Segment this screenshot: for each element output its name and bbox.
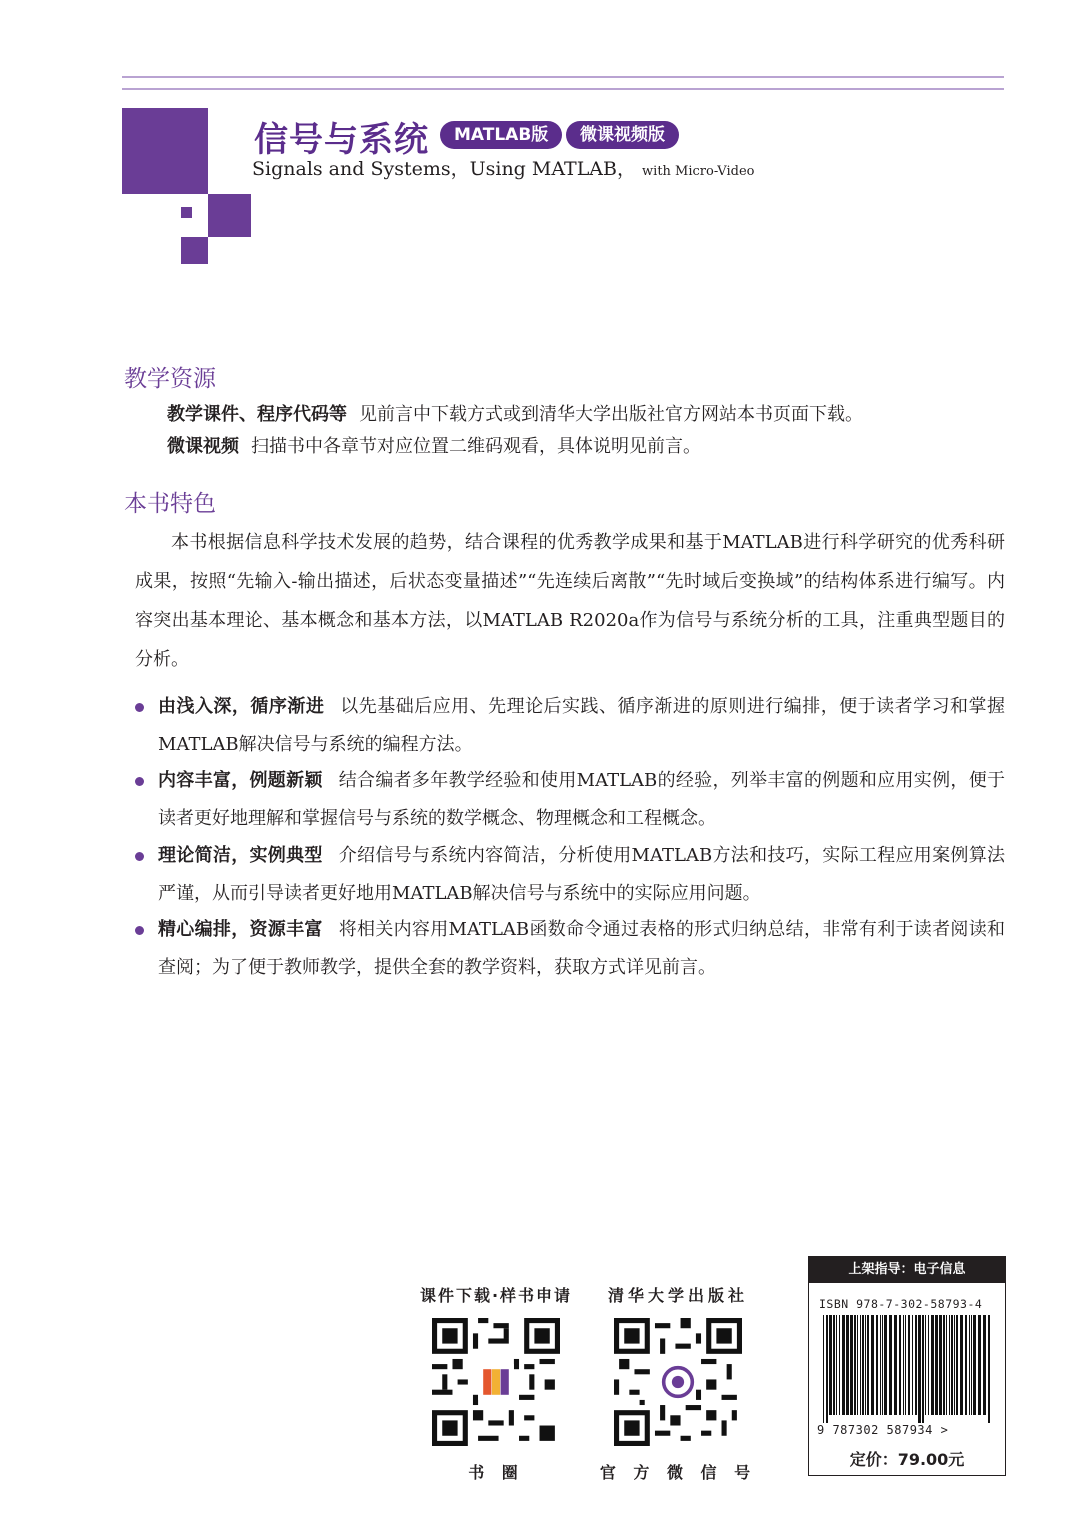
bullet-dot bbox=[135, 852, 144, 861]
barcode-bar bbox=[854, 1315, 856, 1415]
barcode-bar bbox=[943, 1315, 945, 1415]
qr-right-top-label: 清华大学出版社 bbox=[607, 1286, 748, 1305]
feature-label: 内容丰富，例题新颖 bbox=[158, 770, 323, 791]
feature-bullet bbox=[158, 837, 1005, 913]
barcode-bar bbox=[871, 1315, 874, 1415]
subtitle-main: Signals and Systems，Using MATLAB， bbox=[252, 158, 636, 180]
barcode-bar bbox=[880, 1315, 881, 1415]
top-rule-1 bbox=[122, 76, 1004, 78]
barcode-bar bbox=[846, 1315, 849, 1415]
feature-bullet bbox=[158, 762, 1005, 838]
features-intro: 本书根据信息科学技术发展的趋势，结合课程的优秀教学成果和基于MATLAB进行科学研究的优秀科研成果，按照“先输入-输出描述，后状态变量描述”“先连续后离散”“先时域后变换域”的结构体系进行编写。内容突出基本理论、基本概念和基本方法，以MATLAB R2020a作为信号与系统分析的工具，注重典型题目的分析。 bbox=[135, 532, 1005, 670]
barcode-bar bbox=[971, 1315, 972, 1415]
feature-label: 由浅入深，循序渐进 bbox=[158, 696, 325, 717]
qr-code-tsinghua[interactable] bbox=[614, 1318, 742, 1446]
barcode-bar bbox=[876, 1315, 878, 1415]
barcode-bar bbox=[969, 1315, 970, 1415]
resources-heading: 教学资源 bbox=[124, 366, 216, 392]
feature-bullet bbox=[158, 911, 1005, 987]
isbn-text: ISBN 978-7-302-58793-4 bbox=[819, 1297, 983, 1311]
resource-item bbox=[167, 432, 701, 458]
barcode-bar bbox=[903, 1315, 904, 1415]
barcode-bar bbox=[826, 1315, 828, 1423]
resource-item bbox=[167, 400, 863, 426]
barcode-bar bbox=[857, 1315, 858, 1415]
barcode-bar bbox=[912, 1315, 913, 1415]
barcode-bar bbox=[882, 1315, 883, 1415]
qr-left-bottom-label: 书 圈 bbox=[468, 1463, 524, 1482]
barcode-bar bbox=[867, 1315, 869, 1415]
barcode-bar bbox=[925, 1315, 926, 1415]
barcode-bar bbox=[899, 1315, 901, 1415]
barcode-bar bbox=[894, 1315, 897, 1415]
barcode-bar bbox=[836, 1315, 837, 1415]
features-heading: 本书特色 bbox=[124, 491, 216, 517]
bullet-dot bbox=[135, 926, 144, 935]
barcode-bar bbox=[965, 1315, 967, 1415]
resource-label: 教学课件、程序代码等 bbox=[167, 404, 347, 425]
barcode-bar bbox=[915, 1315, 917, 1415]
resource-text: 扫描书中各章节对应位置二维码观看，具体说明见前言。 bbox=[251, 436, 701, 457]
top-rule-2 bbox=[122, 88, 1004, 90]
feature-label: 精心编排，资源丰富 bbox=[158, 919, 323, 940]
feature-label: 理论简洁，实例典型 bbox=[158, 845, 323, 866]
barcode-bar bbox=[862, 1315, 864, 1415]
resource-label: 微课视频 bbox=[167, 436, 239, 457]
barcode-bar bbox=[833, 1315, 835, 1415]
barcode-bar bbox=[928, 1315, 929, 1415]
barcode-bar bbox=[860, 1315, 861, 1415]
feature-text: 将相关内容用MATLAB函数命令通过表格的形式归纳总结，非常有利于读者阅读和查阅；为了便于教师教学，提供全套的教学资料，获取方式详见前言。 bbox=[158, 919, 1005, 978]
barcode-bar bbox=[889, 1315, 892, 1415]
barcode-bar bbox=[823, 1315, 824, 1423]
resource-text: 见前言中下载方式或到清华大学出版社官方网站本书页面下载。 bbox=[359, 404, 863, 425]
book-subtitle bbox=[252, 154, 754, 181]
barcode-bar bbox=[829, 1315, 832, 1415]
bullet-dot bbox=[135, 703, 144, 712]
feature-text: 结合编者多年教学经验和使用MATLAB的经验，列举丰富的例题和应用实例，便于读者更好地理解和掌握信号与系统的数学概念、物理概念和工程概念。 bbox=[158, 770, 1005, 829]
barcode-bar bbox=[905, 1315, 906, 1415]
barcode-box bbox=[808, 1256, 1006, 1476]
barcode-bar bbox=[960, 1315, 963, 1415]
qr-left-top-label: 课件下载·样书申请 bbox=[419, 1286, 573, 1305]
shelf-category: 上架指导：电子信息 bbox=[809, 1257, 1005, 1283]
barcode-digits: 9 787302 587934 > bbox=[817, 1423, 949, 1437]
book-title: 信号与系统 bbox=[254, 120, 429, 160]
barcode-bar bbox=[939, 1315, 942, 1415]
barcode-bar bbox=[988, 1315, 990, 1423]
qr-right-bottom-label: 官 方 微 信 号 bbox=[599, 1463, 757, 1482]
feature-text: 以先基础后应用、先理论后实践、循序渐进的原则进行编排，便于读者学习和掌握MATLAB解决信号与系统的编程方法。 bbox=[158, 696, 1005, 755]
barcode-bar bbox=[956, 1315, 958, 1415]
barcode-bar bbox=[922, 1315, 924, 1423]
barcode-bar bbox=[884, 1315, 887, 1415]
barcode-bar bbox=[983, 1315, 986, 1415]
barcode-bar bbox=[954, 1315, 955, 1415]
price-label: 定价：79.00元 bbox=[849, 1450, 965, 1469]
barcode-bar bbox=[865, 1315, 866, 1415]
barcode-bar bbox=[946, 1315, 947, 1415]
badge-matlab: MATLAB版 bbox=[440, 121, 562, 149]
barcode-bar bbox=[935, 1315, 938, 1415]
barcode-bar bbox=[918, 1315, 921, 1423]
qr-code-shuquan[interactable] bbox=[432, 1318, 560, 1446]
barcode-bar bbox=[978, 1315, 981, 1415]
subtitle-small: with Micro-Video bbox=[642, 164, 755, 179]
barcode-bar bbox=[949, 1315, 950, 1415]
barcode-bar bbox=[931, 1315, 934, 1415]
badge-video: 微课视频版 bbox=[566, 121, 679, 149]
barcode-bar bbox=[973, 1315, 976, 1415]
feature-text: 介绍信号与系统内容简洁，分析使用MATLAB方法和技巧，实际工程应用案例算法严谨，从而引导读者更好地用MATLAB解决信号与系统中的实际应用问题。 bbox=[158, 845, 1005, 904]
barcode-bar bbox=[839, 1315, 840, 1415]
barcode-bars bbox=[823, 1315, 991, 1423]
bullet-dot bbox=[135, 777, 144, 786]
barcode-bar bbox=[842, 1315, 845, 1415]
barcode-bar bbox=[908, 1315, 910, 1415]
feature-bullet bbox=[158, 688, 1005, 764]
barcode-bar bbox=[850, 1315, 853, 1415]
barcode-bar bbox=[951, 1315, 953, 1415]
